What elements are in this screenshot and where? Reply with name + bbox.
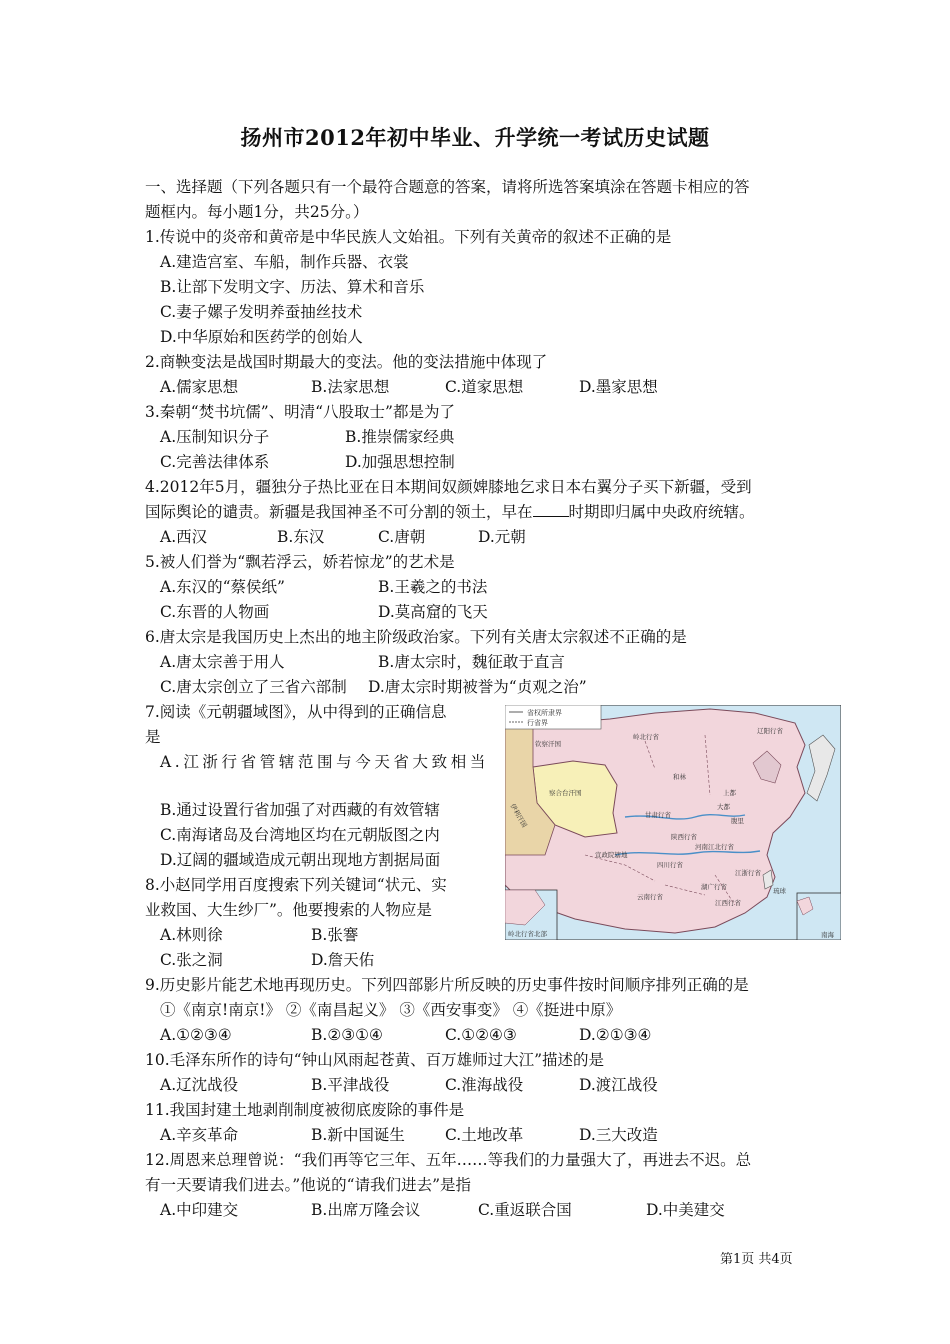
q4-text-before-blank: 国际舆论的谴责。新疆是我国神圣不可分割的领土，早在 <box>145 503 533 521</box>
question-4: 4.2012年5月，疆独分子热比亚在日本期间奴颜婢膝地乞求日本右翼分子买下新疆，受到 <box>145 478 752 496</box>
q4-option-d: D.元朝 <box>478 528 526 546</box>
question-12: 12.周恩来总理曾说：“我们再等它三年、五年……等我们的力量强大了，再进去不迟。总 <box>145 1151 752 1169</box>
q7-option-d: D.辽阔的疆域造成元朝出现地方割据局面 <box>160 851 441 869</box>
label-chagatai: 察合台汗国 <box>549 789 582 797</box>
q12-option-c: C.重返联合国 <box>478 1201 572 1219</box>
q9-film-list: ①《南京!南京!》 ②《南昌起义》 ③《西安事变》 ④《挺进中原》 <box>160 1001 622 1019</box>
q9-option-a: A.①②③④ <box>160 1026 232 1044</box>
label-yunnan: 云南行省 <box>637 893 663 901</box>
question-9: 9.历史影片能艺术地再现历史。下列四部影片所反映的历史事件按时间顺序排列正确的是 <box>145 976 749 994</box>
question-8: 8.小赵同学用百度搜索下列关键词“状元、实 <box>145 876 447 894</box>
page-footer: 第1页 共4页 <box>720 1252 793 1267</box>
question-6: 6.唐太宗是我国历史上杰出的地主阶级政治家。下列有关唐太宗叙述不正确的是 <box>145 628 687 646</box>
question-4-cont <box>145 502 755 522</box>
q8-option-b: B.张謇 <box>311 926 359 944</box>
q11-option-c: C.土地改革 <box>445 1126 524 1144</box>
label-gansu: 甘肃行省 <box>645 811 671 819</box>
q8-option-a: A.林则徐 <box>160 926 223 944</box>
label-shangdu: 上都 <box>723 789 736 797</box>
section-instructions: 一、选择题（下列各题只有一个最符合题意的答案，请将所选答案填涂在答题卡相应的答 <box>145 178 750 196</box>
q9-option-d: D.②①③④ <box>579 1026 652 1044</box>
q1-option-b: B.让部下发明文字、历法、算术和音乐 <box>160 278 425 296</box>
label-helin: 和林 <box>673 773 686 781</box>
q12-option-a: A.中印建交 <box>160 1201 239 1219</box>
label-xuanzheng: 宣政院辖地 <box>595 851 628 859</box>
q3-option-c: C.完善法律体系 <box>160 453 270 471</box>
question-3: 3.秦朝“焚书坑儒”、明清“八股取士”都是为了 <box>145 403 455 421</box>
q5-option-b: B.王羲之的书法 <box>378 578 488 596</box>
q12-option-b: B.出席万隆会议 <box>311 1201 421 1219</box>
question-7-cont: 是 <box>145 728 161 746</box>
question-11: 11.我国封建土地剥削制度被彻底废除的事件是 <box>145 1101 465 1119</box>
label-kipchak: 钦察汗国 <box>535 740 561 748</box>
label-jiangxi: 江西行省 <box>715 899 741 907</box>
label-huguang: 湖广行省 <box>701 883 727 891</box>
q3-option-d: D.加强思想控制 <box>345 453 455 471</box>
label-sichuan: 四川行省 <box>657 861 683 869</box>
q6-option-d: D.唐太宗时期被誉为“贞观之治” <box>368 678 587 696</box>
q11-option-a: A.辛亥革命 <box>160 1126 239 1144</box>
question-5: 5.被人们誉为“飘若浮云，娇若惊龙”的艺术是 <box>145 553 455 571</box>
q8-option-d: D.詹天佑 <box>311 951 375 969</box>
q12-option-d: D.中美建交 <box>646 1201 725 1219</box>
q1-option-a: A.建造宫室、车船，制作兵器、衣裳 <box>160 253 409 271</box>
q6-option-b: B.唐太宗时，魏征敢于直言 <box>378 653 565 671</box>
label-liuqiu: 琉球 <box>773 887 786 895</box>
q5-option-d: D.莫高窟的飞天 <box>378 603 488 621</box>
section-instructions-cont: 题框内。每小题1分，共25分。） <box>145 203 369 221</box>
q2-option-a: A.儒家思想 <box>160 378 239 396</box>
q7-option-a: A.江浙行省管辖范围与今天省大致相当 <box>160 753 489 771</box>
label-henan: 河南江北行省 <box>695 843 734 851</box>
q11-option-d: D.三大改造 <box>579 1126 658 1144</box>
q8-option-c: C.张之洞 <box>160 951 223 969</box>
page-title: 扬州市2012年初中毕业、升学统一考试历史试题 <box>240 125 710 150</box>
q9-option-c: C.①②④③ <box>445 1026 517 1044</box>
question-12-cont: 有一天要请我们进去。”他说的“请我们进去”是指 <box>145 1176 472 1194</box>
label-liaoyang: 辽阳行省 <box>757 727 783 735</box>
q4-option-a: A.西汉 <box>160 528 208 546</box>
label-ilkhanate: 伊利汗国 <box>508 802 529 829</box>
q10-option-d: D.渡江战役 <box>579 1076 658 1094</box>
q11-option-b: B.新中国诞生 <box>311 1126 405 1144</box>
q2-option-d: D.墨家思想 <box>579 378 658 396</box>
question-7: 7.阅读《元朝疆域图》，从中得到的正确信息 <box>145 703 447 721</box>
question-10: 10.毛泽东所作的诗句“钟山风雨起苍黄、百万雄师过大江”描述的是 <box>145 1051 605 1069</box>
label-dadu: 大都 <box>717 803 730 811</box>
q10-option-c: C.淮海战役 <box>445 1076 524 1094</box>
q2-option-c: C.道家思想 <box>445 378 524 396</box>
q7-option-b: B.通过设置行省加强了对西藏的有效管辖 <box>160 801 440 819</box>
q4-text-after-blank: 时期即归属中央政府统辖。 <box>568 503 755 521</box>
q1-option-d: D.中华原始和医药学的创始人 <box>160 328 363 346</box>
question-1: 1.传说中的炎帝和黄帝是中华民族人文始祖。下列有关黄帝的叙述不正确的是 <box>145 228 672 246</box>
q4-option-b: B.东汉 <box>277 528 325 546</box>
q10-option-a: A.辽沈战役 <box>160 1076 239 1094</box>
q2-option-b: B.法家思想 <box>311 378 390 396</box>
q10-option-b: B.平津战役 <box>311 1076 390 1094</box>
q4-option-c: C.唐朝 <box>378 528 426 546</box>
question-2: 2.商鞅变法是战国时期最大的变法。他的变法措施中体现了 <box>145 353 548 371</box>
q6-option-c: C.唐太宗创立了三省六部制 <box>160 678 347 696</box>
q5-option-a: A.东汉的“蔡侯纸” <box>160 578 285 596</box>
question-8-cont: 业救国、大生纱厂”。他要搜索的人物应是 <box>145 901 432 919</box>
q7-option-c: C.南海诸岛及台湾地区均在元朝版图之内 <box>160 826 440 844</box>
legend-label-2: 行省界 <box>527 719 548 727</box>
yuan-territory-map <box>505 705 841 940</box>
label-lingbei-north: 岭北行省北部 <box>508 930 547 938</box>
q3-option-b: B.推崇儒家经典 <box>345 428 455 446</box>
q3-option-a: A.压制知识分子 <box>160 428 270 446</box>
label-jiangzhe: 江浙行省 <box>735 869 761 877</box>
label-shaanxi: 陕西行省 <box>671 833 697 841</box>
legend-label-1: 省权所隶界 <box>527 709 562 717</box>
q6-option-a: A.唐太宗善于用人 <box>160 653 285 671</box>
answer-blank <box>533 502 569 517</box>
label-lingbei: 岭北行省 <box>633 733 659 741</box>
q5-option-c: C.东晋的人物画 <box>160 603 270 621</box>
q9-option-b: B.②③①④ <box>311 1026 383 1044</box>
label-nanhai: 南海 <box>821 931 834 939</box>
label-fuli: 腹里 <box>731 817 744 825</box>
q1-option-c: C.妻子嫘子发明养蚕抽丝技术 <box>160 303 363 321</box>
